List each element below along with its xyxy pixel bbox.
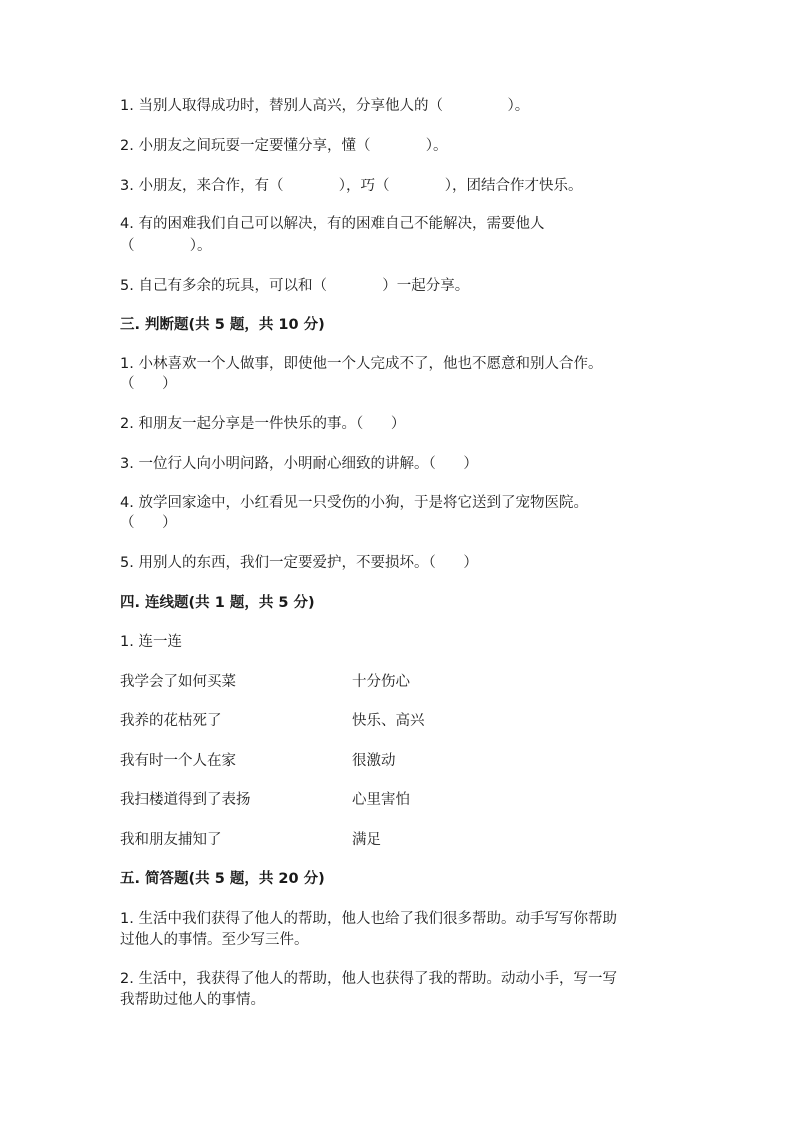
matching-question: 1. 连一连 <box>120 634 182 650</box>
short-answer-question-1-cont: 过他人的事情。至少写三件。 <box>120 932 309 948</box>
judge-question-4: 4. 放学回家途中，小红看见一只受伤的小狗，于是将它送到了宠物医院。 <box>120 495 588 511</box>
section-5-title: 五. 简答题(共 5 题，共 20 分) <box>120 871 325 887</box>
short-answer-question-2: 2. 生活中，我获得了他人的帮助，他人也获得了我的帮助。动动小手，写一写 <box>120 971 617 987</box>
matching-right-item: 心里害怕 <box>352 792 410 808</box>
judge-question-3: 3. 一位行人向小明问路，小明耐心细致的讲解。（ ） <box>120 456 478 472</box>
matching-left-item: 我养的花枯死了 <box>120 713 222 729</box>
short-answer-question-1: 1. 生活中我们获得了他人的帮助，他人也给了我们很多帮助。动手写写你帮助 <box>120 911 617 927</box>
fill-blank-question-1: 1. 当别人取得成功时，替别人高兴，分享他人的（ ）。 <box>120 98 530 114</box>
matching-left-item: 我扫楼道得到了表扬 <box>120 792 251 808</box>
fill-blank-question-2: 2. 小朋友之间玩耍一定要懂分享，懂（ ）。 <box>120 138 448 154</box>
judge-question-2: 2. 和朋友一起分享是一件快乐的事。（ ） <box>120 416 406 432</box>
matching-left-item: 我学会了如何买菜 <box>120 674 236 690</box>
fill-blank-question-3: 3. 小朋友，来合作，有（ ），巧（ ），团结合作才快乐。 <box>120 178 583 194</box>
fill-blank-question-4-cont: （ ）。 <box>120 238 212 254</box>
matching-right-item: 满足 <box>352 832 381 848</box>
judge-question-1-cont: （ ） <box>120 376 177 392</box>
fill-blank-question-4: 4. 有的困难我们自己可以解决，有的困难自己不能解决，需要他人 <box>120 216 545 232</box>
matching-left-item: 我有时一个人在家 <box>120 753 236 769</box>
section-4-title: 四. 连线题(共 1 题，共 5 分) <box>120 595 315 611</box>
judge-question-1: 1. 小林喜欢一个人做事，即使他一个人完成不了，他也不愿意和别人合作。 <box>120 356 603 372</box>
short-answer-question-2-cont: 我帮助过他人的事情。 <box>120 992 265 1008</box>
matching-right-item: 十分伤心 <box>352 674 410 690</box>
fill-blank-question-5: 5. 自己有多余的玩具，可以和（ ）一起分享。 <box>120 278 470 294</box>
section-3-title: 三. 判断题(共 5 题，共 10 分) <box>120 317 325 333</box>
judge-question-5: 5. 用别人的东西，我们一定要爱护，不要损坏。（ ） <box>120 555 478 571</box>
matching-left-item: 我和朋友捕知了 <box>120 832 222 848</box>
judge-question-4-cont: （ ） <box>120 515 177 531</box>
matching-right-item: 快乐、高兴 <box>352 713 425 729</box>
matching-right-item: 很激动 <box>352 753 396 769</box>
